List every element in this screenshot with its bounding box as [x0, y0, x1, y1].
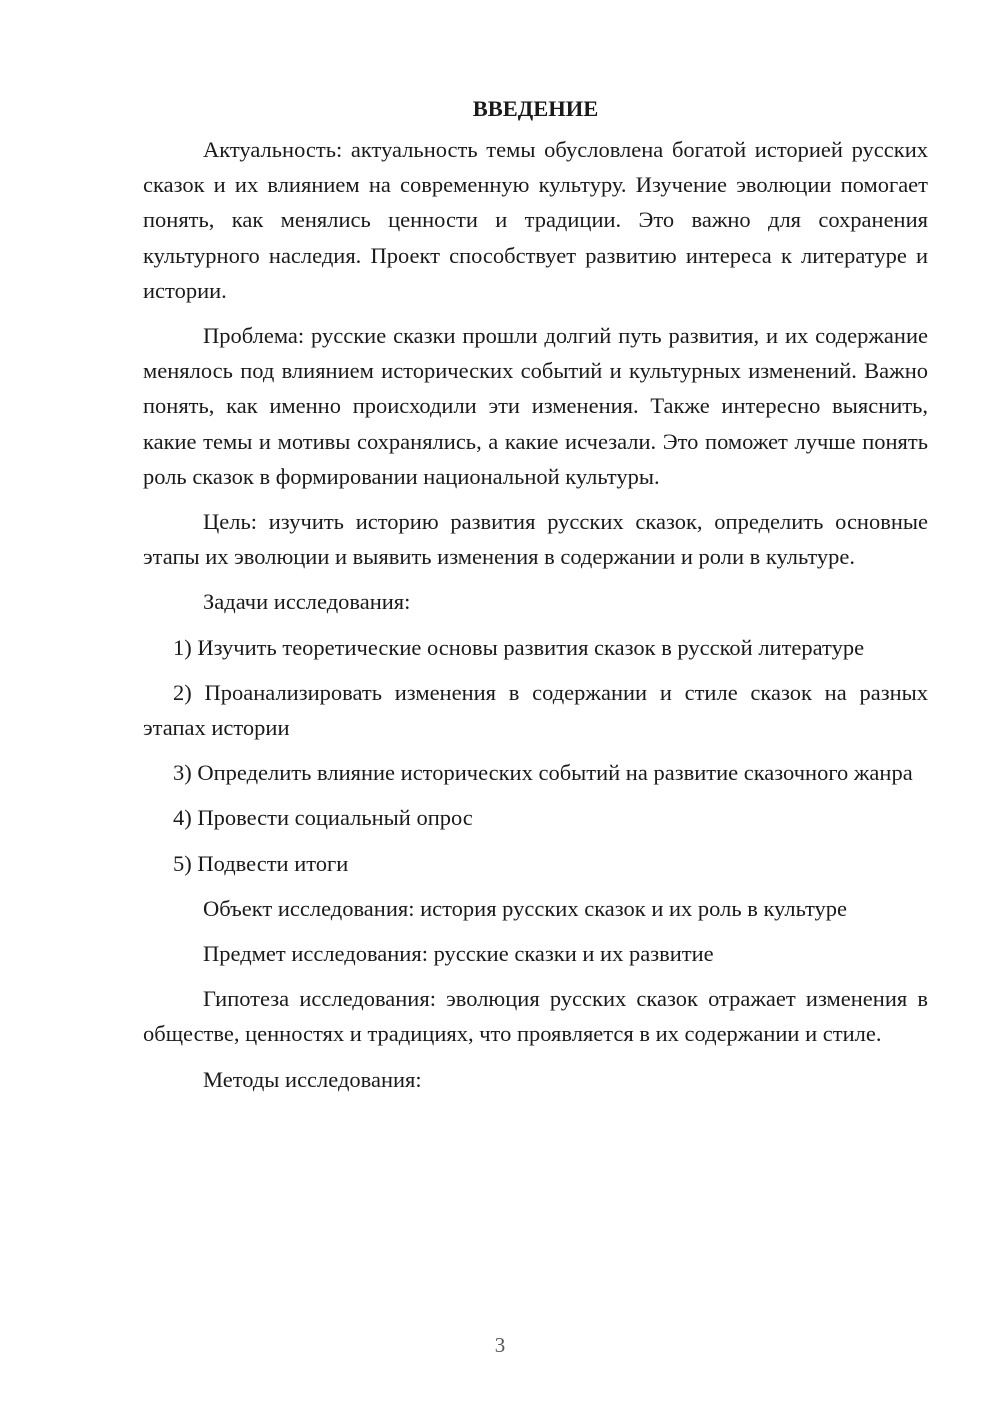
- task-item-4: 4) Провести социальный опрос: [173, 805, 473, 831]
- paragraph-object: Объект исследования: история русских сказок и их роль в культуре: [203, 895, 848, 921]
- paragraph-problem: Проблема: русские сказки прошли долгий путь развития, и их содержание менялось под влиянием исторических событий и культурных изменений. Важно понять, как именно происходили эти изменения. Также интересно выяснить, какие темы и мотивы сохранялись, а какие исчезали. Это поможет лучше понять роль сказок в формировании национальной культуры.: [143, 323, 928, 489]
- paragraph-hypothesis: Гипотеза исследования: эволюция русских сказок отражает изменения в обществе, ценностях и традициях, что проявляется в их содержании и стиле.: [143, 986, 928, 1047]
- tasks-heading: Задачи исследования:: [203, 589, 411, 615]
- methods-heading: Методы исследования:: [203, 1066, 422, 1092]
- task-item-1: 1) Изучить теоретические основы развития сказок в русской литературе: [173, 634, 865, 660]
- section-title: ВВЕДЕНИЕ: [472, 96, 599, 121]
- task-item-2: 2) Проанализировать изменения в содержании и стиле сказок на разных этапах истории: [143, 679, 928, 741]
- paragraph-relevance: Актуальность: актуальность темы обусловлена богатой историей русских сказок и их влиянием на современную культуру. Изучение эволюции помогает понять, как менялись ценности и традиции. Это важно для сохранения культурного наследия. Проект способствует развитию интереса к литературе и истории.: [143, 137, 928, 303]
- document-page: [143, 92, 928, 1107]
- paragraph-subject: Предмет исследования: русские сказки и их развитие: [203, 941, 714, 967]
- task-item-5: 5) Подвести итоги: [173, 850, 349, 876]
- page-number: 3: [494, 1333, 506, 1357]
- paragraph-goal: Цель: изучить историю развития русских сказок, определить основные этапы их эволюции и выявить изменения в содержании и роли в культуре.: [143, 509, 928, 570]
- task-item-3: 3) Определить влияние исторических событий на развитие сказочного жанра: [173, 760, 913, 786]
